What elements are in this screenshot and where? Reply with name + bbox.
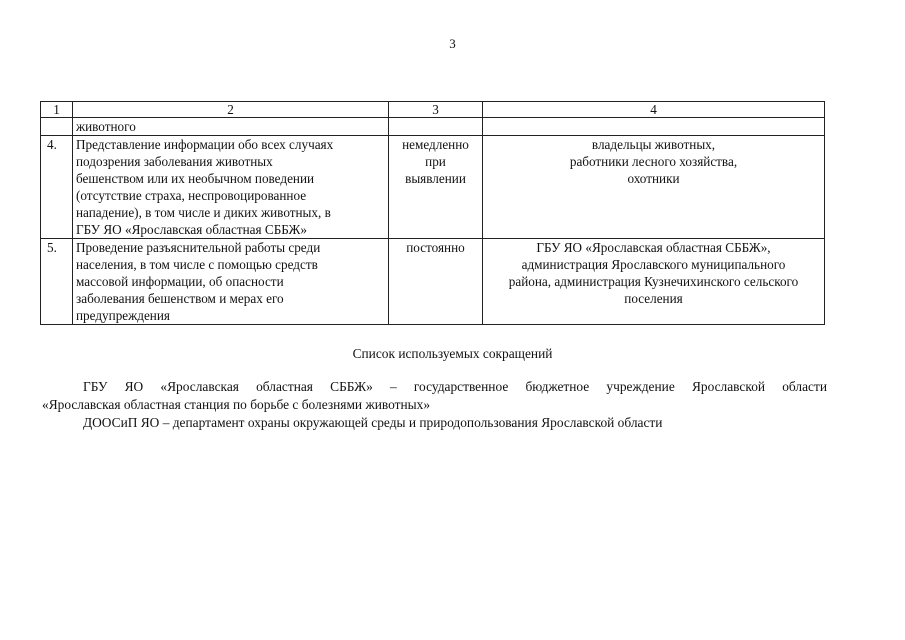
description-line: ГБУ ЯО «Ярославская областная СББЖ»	[76, 222, 307, 237]
row-responsible	[483, 239, 825, 325]
measures-table	[40, 101, 825, 325]
row-number: 4.	[41, 136, 73, 239]
table-row-continuation	[41, 118, 825, 136]
header-cell-1: 1	[41, 102, 73, 118]
row-description	[73, 136, 389, 239]
page-number: 3	[449, 36, 456, 51]
responsible-line: ГБУ ЯО «Ярославская областная СББЖ»,	[536, 240, 771, 255]
continuation-num	[41, 118, 73, 136]
description-line: Представление информации обо всех случаях	[76, 137, 334, 152]
description-line: Проведение разъяснительной работы среди	[76, 240, 321, 255]
responsible-line: администрация Ярославского муниципального	[521, 257, 786, 272]
table-row	[41, 136, 825, 239]
continuation-description: животного	[73, 118, 389, 136]
row-description	[73, 239, 389, 325]
table-row	[41, 239, 825, 325]
abbreviation-line: «Ярославская областная станция по борьбе с болезнями животных»	[42, 397, 431, 412]
responsible-line: охотники	[627, 171, 680, 186]
term-line: постоянно	[406, 240, 465, 255]
description-line: заболевания бешенством и мерах его	[76, 291, 284, 306]
description-line: подозрения заболевания животных	[76, 154, 273, 169]
row-term	[389, 239, 483, 325]
table-header-row	[41, 102, 825, 118]
row-number: 5.	[41, 239, 73, 325]
header-cell-4: 4	[483, 102, 825, 118]
abbreviations-title: Список используемых сокращений	[352, 346, 553, 361]
abbreviation-item	[42, 378, 827, 414]
description-line: массовой информации, об опасности	[76, 274, 284, 289]
responsible-line: работники лесного хозяйства,	[569, 154, 738, 169]
term-line: немедленно	[402, 137, 469, 152]
responsible-line: владельцы животных,	[591, 137, 716, 152]
row-term	[389, 136, 483, 239]
header-cell-3: 3	[389, 102, 483, 118]
description-line: (отсутствие страха, неспровоцированное	[76, 188, 307, 203]
description-line: населения, в том числе с помощью средств	[76, 257, 318, 272]
responsible-line: района, администрация Кузнечихинского сельского	[508, 274, 799, 289]
row-responsible	[483, 136, 825, 239]
description-line: бешенством или их необычном поведении	[76, 171, 315, 186]
abbreviation-line: ДООСиП ЯО – департамент охраны окружающей среды и природопользования Ярославской области	[83, 415, 663, 430]
responsible-line: поселения	[624, 291, 683, 306]
description-line: нападение), в том числе и диких животных, в	[76, 205, 331, 220]
term-line: при	[425, 154, 446, 169]
abbreviation-item	[42, 414, 827, 432]
continuation-term	[389, 118, 483, 136]
header-cell-2: 2	[73, 102, 389, 118]
term-line: выявлении	[405, 171, 466, 186]
continuation-responsible	[483, 118, 825, 136]
abbreviation-line: ГБУ ЯО «Ярославская областная СББЖ» – государственное бюджетное учреждение Ярославской области	[83, 379, 827, 394]
description-line: предупреждения	[76, 308, 170, 323]
